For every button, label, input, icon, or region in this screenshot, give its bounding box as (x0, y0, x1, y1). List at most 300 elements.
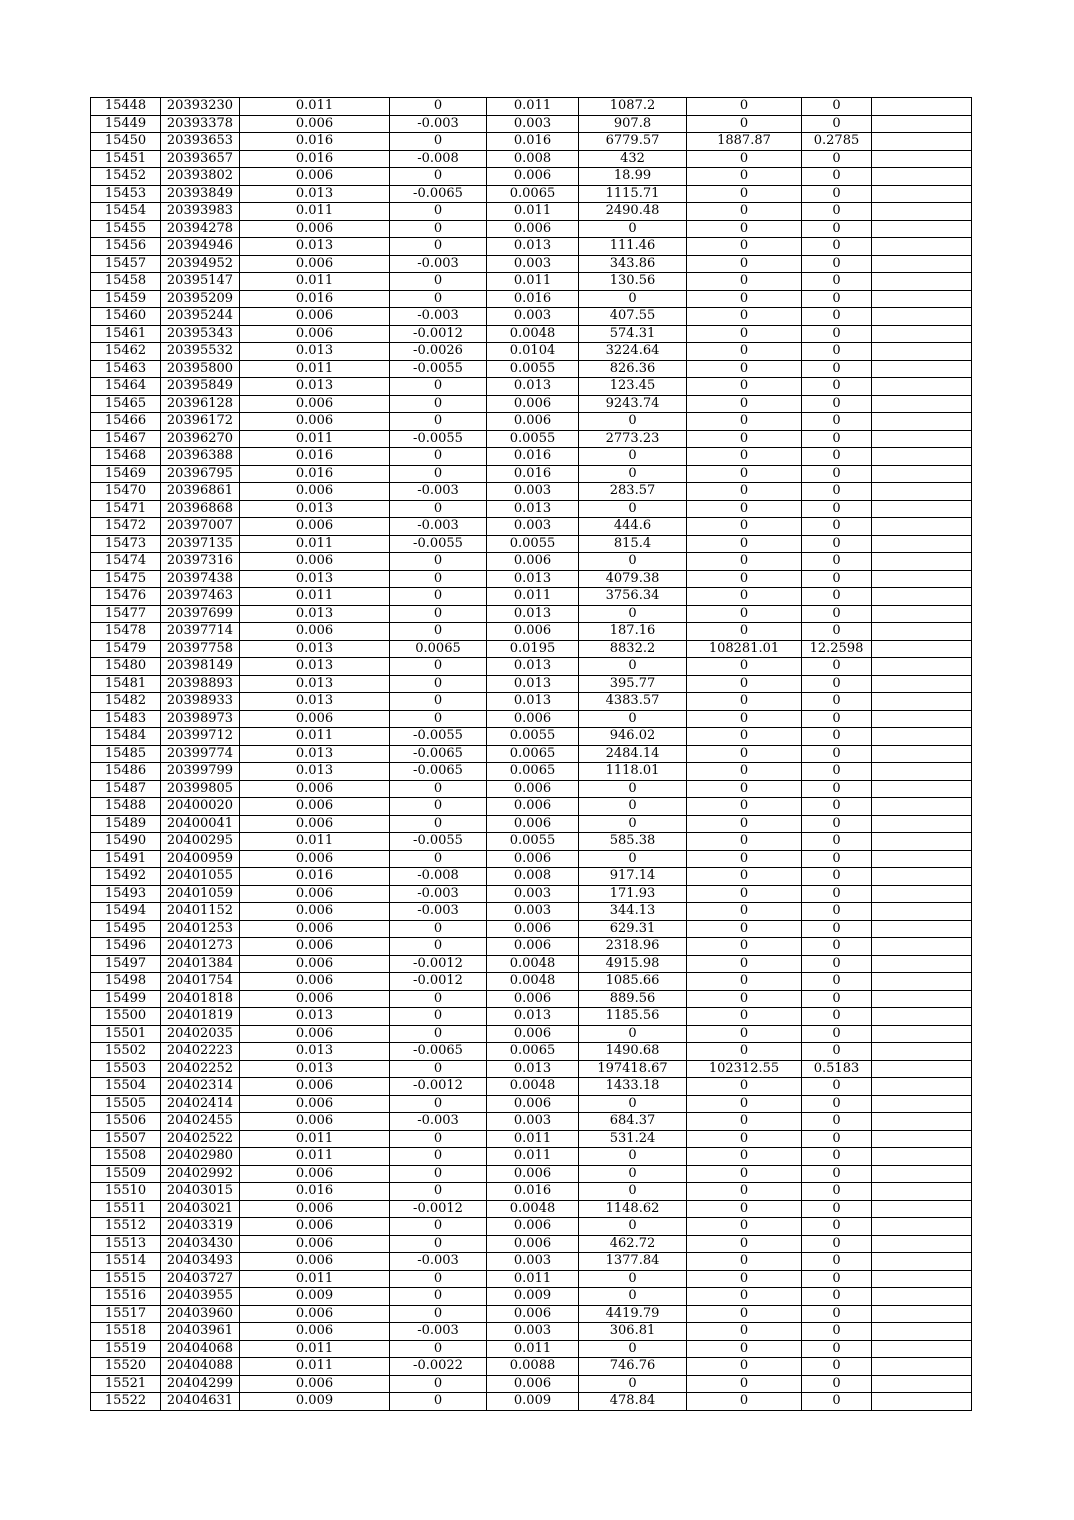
value-a-cell: 0.013 (240, 658, 390, 676)
id-cell: 20403021 (161, 1200, 240, 1218)
ratio-cell: 0 (802, 973, 872, 991)
id-cell: 20394278 (161, 220, 240, 238)
value-b-cell: 0 (390, 675, 487, 693)
amount-cell: 0 (579, 815, 687, 833)
value-c-cell: 0.0195 (487, 640, 579, 658)
table-row (91, 255, 972, 273)
table-row (91, 850, 972, 868)
ratio-cell: 0 (802, 220, 872, 238)
amount-cell: 574.31 (579, 325, 687, 343)
empty-cell (872, 745, 972, 763)
row-number-cell: 15455 (91, 220, 161, 238)
empty-cell (872, 500, 972, 518)
row-number-cell: 15456 (91, 238, 161, 256)
amount-cell: 0 (579, 465, 687, 483)
value-c-cell: 0.006 (487, 938, 579, 956)
empty-cell (872, 1008, 972, 1026)
empty-cell (872, 1323, 972, 1341)
value-a-cell: 0.011 (240, 1358, 390, 1376)
value-b-cell: -0.003 (390, 903, 487, 921)
empty-cell (872, 185, 972, 203)
id-cell: 20393230 (161, 98, 240, 116)
amount-b-cell: 0 (687, 273, 802, 291)
value-c-cell: 0.003 (487, 483, 579, 501)
value-a-cell: 0.006 (240, 1095, 390, 1113)
id-cell: 20401059 (161, 885, 240, 903)
ratio-cell: 0 (802, 990, 872, 1008)
value-a-cell: 0.006 (240, 413, 390, 431)
id-cell: 20398973 (161, 710, 240, 728)
value-c-cell: 0.006 (487, 553, 579, 571)
row-number-cell: 15507 (91, 1130, 161, 1148)
id-cell: 20403955 (161, 1288, 240, 1306)
row-number-cell: 15506 (91, 1113, 161, 1131)
id-cell: 20393849 (161, 185, 240, 203)
empty-cell (872, 920, 972, 938)
table-row (91, 903, 972, 921)
amount-cell: 3756.34 (579, 588, 687, 606)
value-a-cell: 0.016 (240, 290, 390, 308)
amount-b-cell: 0 (687, 938, 802, 956)
ratio-cell: 0 (802, 1218, 872, 1236)
value-c-cell: 0.003 (487, 903, 579, 921)
empty-cell (872, 1183, 972, 1201)
amount-b-cell: 0 (687, 325, 802, 343)
row-number-cell: 15487 (91, 780, 161, 798)
table-row (91, 290, 972, 308)
amount-cell: 8832.2 (579, 640, 687, 658)
ratio-cell: 0 (802, 238, 872, 256)
value-a-cell: 0.006 (240, 1200, 390, 1218)
amount-b-cell: 0 (687, 220, 802, 238)
ratio-cell: 0 (802, 833, 872, 851)
ratio-cell: 0 (802, 465, 872, 483)
amount-b-cell: 0 (687, 675, 802, 693)
value-b-cell: -0.003 (390, 1253, 487, 1271)
ratio-cell: 0 (802, 413, 872, 431)
value-c-cell: 0.016 (487, 290, 579, 308)
amount-b-cell: 0 (687, 623, 802, 641)
amount-cell: 0 (579, 1375, 687, 1393)
value-b-cell: 0 (390, 605, 487, 623)
value-c-cell: 0.008 (487, 868, 579, 886)
value-b-cell: 0 (390, 1270, 487, 1288)
value-c-cell: 0.006 (487, 990, 579, 1008)
row-number-cell: 15482 (91, 693, 161, 711)
row-number-cell: 15521 (91, 1375, 161, 1393)
row-number-cell: 15510 (91, 1183, 161, 1201)
amount-b-cell: 102312.55 (687, 1060, 802, 1078)
row-number-cell: 15462 (91, 343, 161, 361)
table-row (91, 745, 972, 763)
table-row (91, 1253, 972, 1271)
value-c-cell: 0.0065 (487, 185, 579, 203)
row-number-cell: 15518 (91, 1323, 161, 1341)
empty-cell (872, 1113, 972, 1131)
ratio-cell: 0 (802, 1025, 872, 1043)
value-b-cell: 0 (390, 553, 487, 571)
empty-cell (872, 1200, 972, 1218)
value-c-cell: 0.003 (487, 115, 579, 133)
amount-b-cell: 0 (687, 1270, 802, 1288)
empty-cell (872, 1235, 972, 1253)
empty-cell (872, 1340, 972, 1358)
value-b-cell: 0 (390, 1008, 487, 1026)
row-number-cell: 15448 (91, 98, 161, 116)
value-b-cell: 0 (390, 1025, 487, 1043)
table-row (91, 798, 972, 816)
value-b-cell: -0.0012 (390, 1078, 487, 1096)
amount-cell: 283.57 (579, 483, 687, 501)
value-a-cell: 0.011 (240, 833, 390, 851)
table-row (91, 1025, 972, 1043)
value-b-cell: 0 (390, 815, 487, 833)
amount-cell: 0 (579, 290, 687, 308)
amount-b-cell: 0 (687, 1218, 802, 1236)
value-c-cell: 0.0065 (487, 1043, 579, 1061)
value-b-cell: 0 (390, 1375, 487, 1393)
value-a-cell: 0.006 (240, 395, 390, 413)
id-cell: 20403430 (161, 1235, 240, 1253)
row-number-cell: 15481 (91, 675, 161, 693)
value-c-cell: 0.006 (487, 780, 579, 798)
amount-b-cell: 0 (687, 1288, 802, 1306)
empty-cell (872, 273, 972, 291)
amount-b-cell: 0 (687, 1375, 802, 1393)
row-number-cell: 15472 (91, 518, 161, 536)
table-row (91, 378, 972, 396)
id-cell: 20395532 (161, 343, 240, 361)
row-number-cell: 15494 (91, 903, 161, 921)
ratio-cell: 0 (802, 395, 872, 413)
value-c-cell: 0.003 (487, 308, 579, 326)
row-number-cell: 15450 (91, 133, 161, 151)
table-row (91, 238, 972, 256)
value-c-cell: 0.006 (487, 1218, 579, 1236)
value-b-cell: 0 (390, 133, 487, 151)
table-row (91, 273, 972, 291)
value-b-cell: 0 (390, 1218, 487, 1236)
id-cell: 20401152 (161, 903, 240, 921)
amount-cell: 407.55 (579, 308, 687, 326)
empty-cell (872, 448, 972, 466)
value-a-cell: 0.006 (240, 1165, 390, 1183)
id-cell: 20397699 (161, 605, 240, 623)
value-b-cell: -0.0055 (390, 430, 487, 448)
value-c-cell: 0.006 (487, 220, 579, 238)
amount-b-cell: 0 (687, 693, 802, 711)
amount-b-cell: 0 (687, 973, 802, 991)
empty-cell (872, 518, 972, 536)
amount-b-cell: 0 (687, 728, 802, 746)
amount-b-cell: 0 (687, 605, 802, 623)
row-number-cell: 15477 (91, 605, 161, 623)
table-row (91, 675, 972, 693)
amount-cell: 0 (579, 220, 687, 238)
value-b-cell: -0.0012 (390, 955, 487, 973)
value-c-cell: 0.013 (487, 1008, 579, 1026)
value-c-cell: 0.009 (487, 1288, 579, 1306)
amount-cell: 444.6 (579, 518, 687, 536)
table-row (91, 220, 972, 238)
table-row (91, 343, 972, 361)
amount-cell: 531.24 (579, 1130, 687, 1148)
row-number-cell: 15514 (91, 1253, 161, 1271)
empty-cell (872, 308, 972, 326)
id-cell: 20399712 (161, 728, 240, 746)
id-cell: 20398893 (161, 675, 240, 693)
row-number-cell: 15490 (91, 833, 161, 851)
value-b-cell: 0 (390, 938, 487, 956)
empty-cell (872, 395, 972, 413)
row-number-cell: 15520 (91, 1358, 161, 1376)
empty-cell (872, 780, 972, 798)
empty-cell (872, 1148, 972, 1166)
row-number-cell: 15504 (91, 1078, 161, 1096)
ratio-cell: 0 (802, 273, 872, 291)
amount-cell: 0 (579, 780, 687, 798)
table-row (91, 1235, 972, 1253)
amount-cell: 0 (579, 553, 687, 571)
amount-cell: 684.37 (579, 1113, 687, 1131)
ratio-cell: 0 (802, 308, 872, 326)
value-b-cell: -0.0022 (390, 1358, 487, 1376)
value-c-cell: 0.0048 (487, 325, 579, 343)
empty-cell (872, 1288, 972, 1306)
empty-cell (872, 938, 972, 956)
id-cell: 20401754 (161, 973, 240, 991)
empty-cell (872, 343, 972, 361)
ratio-cell: 0 (802, 885, 872, 903)
value-a-cell: 0.013 (240, 238, 390, 256)
table-row (91, 955, 972, 973)
value-a-cell: 0.009 (240, 1288, 390, 1306)
amount-cell: 815.4 (579, 535, 687, 553)
empty-cell (872, 115, 972, 133)
table-row (91, 360, 972, 378)
amount-cell: 946.02 (579, 728, 687, 746)
table-row (91, 483, 972, 501)
empty-cell (872, 360, 972, 378)
empty-cell (872, 903, 972, 921)
ratio-cell: 0 (802, 1375, 872, 1393)
empty-cell (872, 868, 972, 886)
amount-b-cell: 0 (687, 255, 802, 273)
value-b-cell: 0 (390, 1340, 487, 1358)
empty-cell (872, 763, 972, 781)
amount-cell: 478.84 (579, 1393, 687, 1411)
row-number-cell: 15480 (91, 658, 161, 676)
ratio-cell: 0 (802, 430, 872, 448)
table-row (91, 763, 972, 781)
table-row (91, 500, 972, 518)
table-row (91, 938, 972, 956)
ratio-cell: 0 (802, 1078, 872, 1096)
amount-b-cell: 0 (687, 850, 802, 868)
amount-b-cell: 0 (687, 885, 802, 903)
ratio-cell: 0 (802, 693, 872, 711)
empty-cell (872, 728, 972, 746)
value-b-cell: 0 (390, 1235, 487, 1253)
row-number-cell: 15483 (91, 710, 161, 728)
row-number-cell: 15492 (91, 868, 161, 886)
id-cell: 20393378 (161, 115, 240, 133)
row-number-cell: 15517 (91, 1305, 161, 1323)
value-a-cell: 0.011 (240, 98, 390, 116)
value-c-cell: 0.006 (487, 920, 579, 938)
ratio-cell: 0 (802, 1235, 872, 1253)
value-b-cell: 0 (390, 1393, 487, 1411)
value-a-cell: 0.011 (240, 203, 390, 221)
amount-cell: 1433.18 (579, 1078, 687, 1096)
value-a-cell: 0.016 (240, 868, 390, 886)
ratio-cell: 0 (802, 553, 872, 571)
value-a-cell: 0.006 (240, 168, 390, 186)
row-number-cell: 15478 (91, 623, 161, 641)
row-number-cell: 15485 (91, 745, 161, 763)
value-b-cell: -0.003 (390, 885, 487, 903)
table-row (91, 465, 972, 483)
value-a-cell: 0.011 (240, 535, 390, 553)
value-b-cell: 0 (390, 203, 487, 221)
amount-b-cell: 0 (687, 920, 802, 938)
id-cell: 20394952 (161, 255, 240, 273)
table-row (91, 308, 972, 326)
value-b-cell: 0 (390, 1095, 487, 1113)
ratio-cell: 0 (802, 1288, 872, 1306)
value-a-cell: 0.006 (240, 1025, 390, 1043)
ratio-cell: 0 (802, 1270, 872, 1288)
ratio-cell: 0 (802, 325, 872, 343)
id-cell: 20397438 (161, 570, 240, 588)
row-number-cell: 15499 (91, 990, 161, 1008)
amount-cell: 1185.56 (579, 1008, 687, 1026)
empty-cell (872, 238, 972, 256)
amount-b-cell: 0 (687, 168, 802, 186)
amount-b-cell: 0 (687, 780, 802, 798)
row-number-cell: 15458 (91, 273, 161, 291)
amount-cell: 111.46 (579, 238, 687, 256)
id-cell: 20403319 (161, 1218, 240, 1236)
value-a-cell: 0.006 (240, 710, 390, 728)
empty-cell (872, 1078, 972, 1096)
row-number-cell: 15495 (91, 920, 161, 938)
table-row (91, 623, 972, 641)
empty-cell (872, 1375, 972, 1393)
table-row (91, 1393, 972, 1411)
amount-b-cell: 0 (687, 798, 802, 816)
ratio-cell: 0 (802, 815, 872, 833)
value-a-cell: 0.013 (240, 500, 390, 518)
row-number-cell: 15519 (91, 1340, 161, 1358)
value-a-cell: 0.006 (240, 1253, 390, 1271)
ratio-cell: 0 (802, 290, 872, 308)
id-cell: 20402223 (161, 1043, 240, 1061)
value-c-cell: 0.003 (487, 1253, 579, 1271)
value-b-cell: 0 (390, 1060, 487, 1078)
value-b-cell: 0 (390, 990, 487, 1008)
amount-cell: 1085.66 (579, 973, 687, 991)
id-cell: 20401253 (161, 920, 240, 938)
id-cell: 20403960 (161, 1305, 240, 1323)
value-c-cell: 0.0104 (487, 343, 579, 361)
empty-cell (872, 1393, 972, 1411)
row-number-cell: 15501 (91, 1025, 161, 1043)
ratio-cell: 0 (802, 168, 872, 186)
value-a-cell: 0.011 (240, 1340, 390, 1358)
empty-cell (872, 1165, 972, 1183)
table-row (91, 588, 972, 606)
amount-b-cell: 0 (687, 1200, 802, 1218)
amount-b-cell: 0 (687, 1183, 802, 1201)
table-row (91, 98, 972, 116)
value-b-cell: 0 (390, 448, 487, 466)
amount-cell: 0 (579, 1165, 687, 1183)
table-row (91, 1130, 972, 1148)
amount-b-cell: 0 (687, 1078, 802, 1096)
row-number-cell: 15464 (91, 378, 161, 396)
value-b-cell: 0 (390, 378, 487, 396)
value-c-cell: 0.0055 (487, 360, 579, 378)
ratio-cell: 0.2785 (802, 133, 872, 151)
row-number-cell: 15486 (91, 763, 161, 781)
id-cell: 20400295 (161, 833, 240, 851)
row-number-cell: 15509 (91, 1165, 161, 1183)
id-cell: 20397463 (161, 588, 240, 606)
ratio-cell: 0 (802, 1323, 872, 1341)
id-cell: 20400959 (161, 850, 240, 868)
table-row (91, 185, 972, 203)
value-a-cell: 0.006 (240, 255, 390, 273)
amount-b-cell: 0 (687, 1095, 802, 1113)
id-cell: 20397316 (161, 553, 240, 571)
id-cell: 20395147 (161, 273, 240, 291)
value-c-cell: 0.011 (487, 203, 579, 221)
value-c-cell: 0.0048 (487, 1200, 579, 1218)
empty-cell (872, 1305, 972, 1323)
amount-b-cell: 0 (687, 308, 802, 326)
amount-b-cell: 0 (687, 290, 802, 308)
id-cell: 20400041 (161, 815, 240, 833)
row-number-cell: 15513 (91, 1235, 161, 1253)
amount-b-cell: 0 (687, 150, 802, 168)
value-c-cell: 0.011 (487, 98, 579, 116)
value-c-cell: 0.006 (487, 1375, 579, 1393)
amount-b-cell: 0 (687, 360, 802, 378)
amount-cell: 4915.98 (579, 955, 687, 973)
id-cell: 20395209 (161, 290, 240, 308)
id-cell: 20393657 (161, 150, 240, 168)
amount-cell: 2318.96 (579, 938, 687, 956)
empty-cell (872, 693, 972, 711)
amount-b-cell: 0 (687, 1165, 802, 1183)
value-b-cell: 0 (390, 920, 487, 938)
id-cell: 20401819 (161, 1008, 240, 1026)
value-a-cell: 0.009 (240, 1393, 390, 1411)
row-number-cell: 15466 (91, 413, 161, 431)
value-c-cell: 0.013 (487, 570, 579, 588)
value-a-cell: 0.006 (240, 938, 390, 956)
id-cell: 20402414 (161, 1095, 240, 1113)
table-row (91, 1340, 972, 1358)
table-row (91, 115, 972, 133)
amount-b-cell: 0 (687, 710, 802, 728)
table-row (91, 973, 972, 991)
value-a-cell: 0.013 (240, 763, 390, 781)
amount-b-cell: 0 (687, 1340, 802, 1358)
value-c-cell: 0.0048 (487, 1078, 579, 1096)
value-b-cell: -0.008 (390, 150, 487, 168)
